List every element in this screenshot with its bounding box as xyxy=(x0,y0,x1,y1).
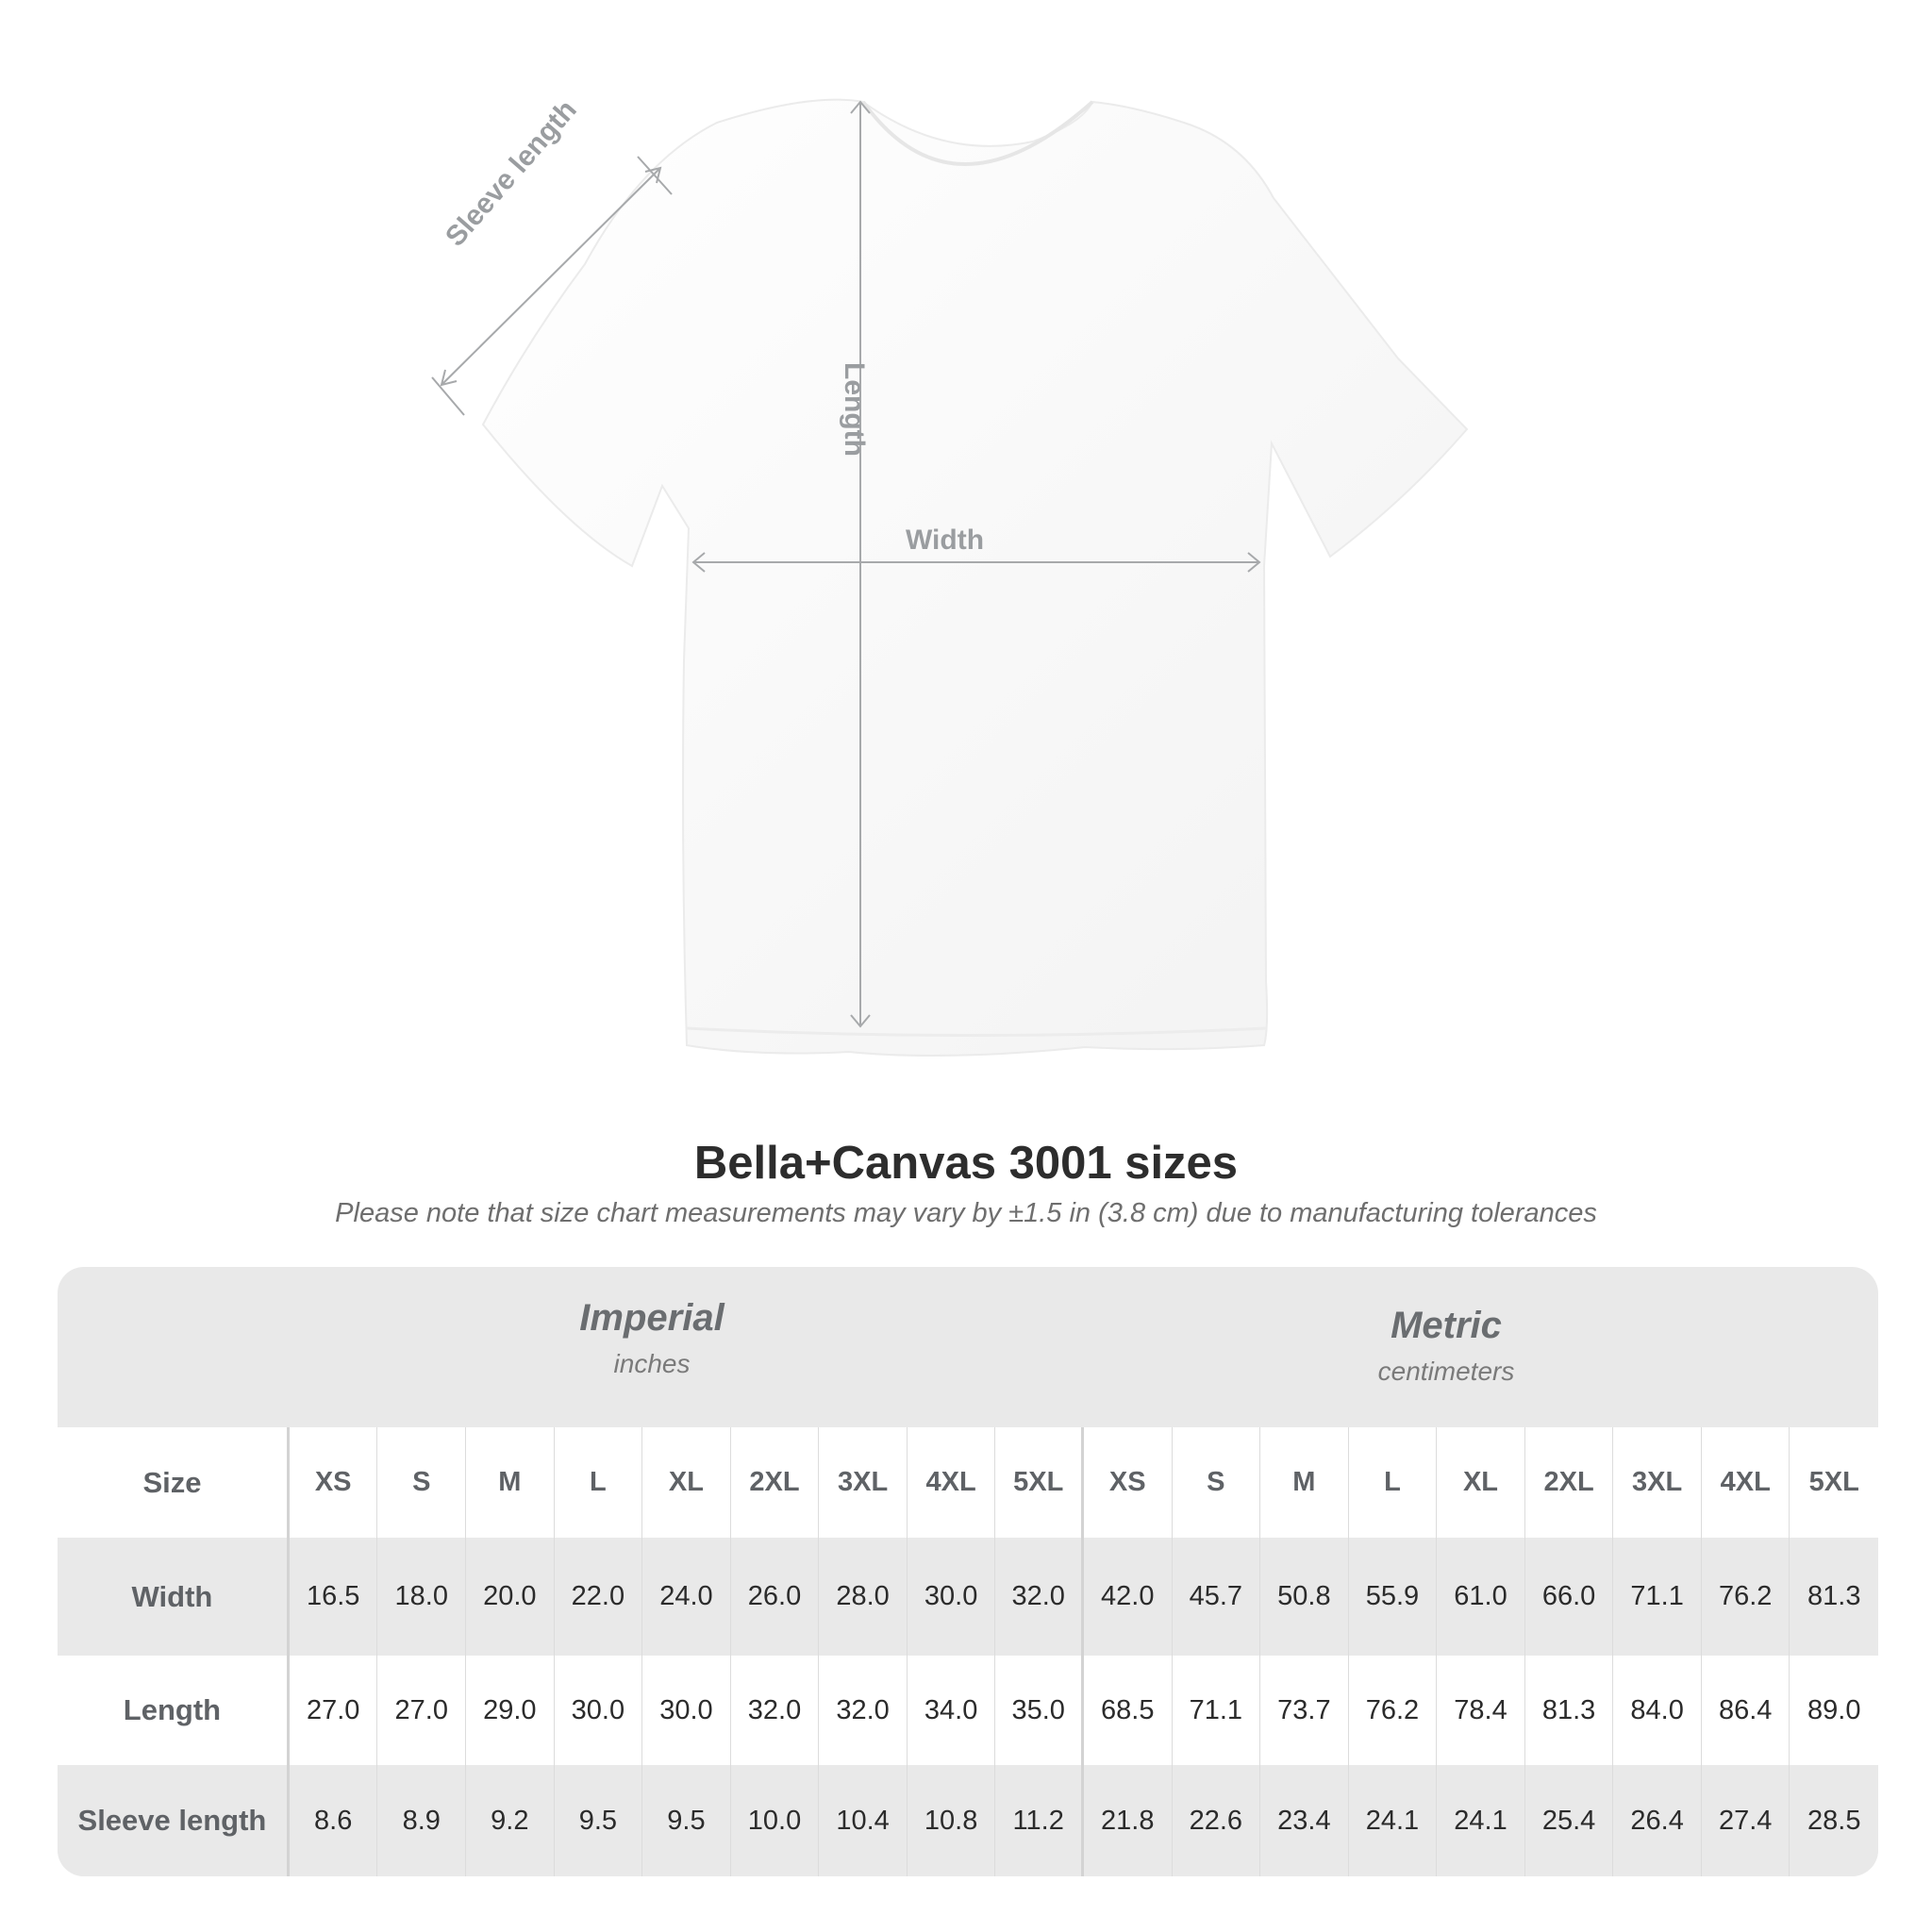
size-cell: S xyxy=(377,1427,466,1538)
table-cell: 34.0 xyxy=(908,1656,996,1765)
metric-header xyxy=(1088,1305,1805,1387)
table-cell: 30.0 xyxy=(642,1656,731,1765)
table-cell: 32.0 xyxy=(731,1656,820,1765)
table-cell: 28.0 xyxy=(819,1538,908,1656)
table-cell: 23.4 xyxy=(1260,1765,1349,1876)
table-cell: 32.0 xyxy=(819,1656,908,1765)
table-cell: 18.0 xyxy=(377,1538,466,1656)
size-cell: XL xyxy=(1437,1427,1525,1538)
table-cell: 71.1 xyxy=(1173,1656,1261,1765)
tshirt-body xyxy=(483,100,1467,1056)
size-cell: 5XL xyxy=(995,1427,1084,1538)
sleeve-length-label: Sleeve length xyxy=(440,94,583,253)
table-cell: 32.0 xyxy=(995,1538,1084,1656)
table-cell: 22.0 xyxy=(555,1538,643,1656)
table-cell: 89.0 xyxy=(1807,1694,1861,1725)
size-cell: 4XL xyxy=(908,1427,996,1538)
imperial-title: Imperial xyxy=(579,1297,724,1339)
table-cell: 50.8 xyxy=(1260,1538,1349,1656)
size-cell: 2XL xyxy=(1525,1427,1614,1538)
table-cell: 9.5 xyxy=(555,1765,643,1876)
size-cell: XL xyxy=(642,1427,731,1538)
table-cell: 73.7 xyxy=(1260,1656,1349,1765)
table-cell: 20.0 xyxy=(466,1538,555,1656)
table-cell: 22.6 xyxy=(1173,1765,1261,1876)
tolerance-note: Please note that size chart measurements may vary by ±1.5 in (3.8 cm) due to manufacturing tolerances xyxy=(335,1198,1597,1228)
table-cell: 8.9 xyxy=(377,1765,466,1876)
table-cell: 24.0 xyxy=(642,1538,731,1656)
size-cell: 3XL xyxy=(819,1427,908,1538)
row-label: Length xyxy=(58,1656,290,1765)
table-cell: 10.4 xyxy=(819,1765,908,1876)
row-label: Size xyxy=(58,1427,290,1538)
table-cell: 24.1 xyxy=(1437,1765,1525,1876)
imperial-header xyxy=(293,1297,1010,1379)
table-cell: 42.0 xyxy=(1084,1538,1173,1656)
table-cell: 11.2 xyxy=(995,1765,1084,1876)
table-cell: 9.2 xyxy=(466,1765,555,1876)
table-cell: 84.0 xyxy=(1613,1656,1702,1765)
metric-unit: centimeters xyxy=(1377,1357,1515,1386)
table-row-length xyxy=(58,1656,1878,1765)
size-cell: L xyxy=(555,1427,643,1538)
table-cell: 78.4 xyxy=(1437,1656,1525,1765)
table-cell: 29.0 xyxy=(466,1656,555,1765)
size-cell: 2XL xyxy=(731,1427,820,1538)
table-cell: 76.2 xyxy=(1349,1656,1438,1765)
table-cell: 61.0 xyxy=(1437,1538,1525,1656)
table-cell: 68.5 xyxy=(1084,1656,1173,1765)
size-cell: S xyxy=(1173,1427,1261,1538)
table-cell: 27.0 xyxy=(290,1656,378,1765)
table-row-sleeve-length xyxy=(58,1765,1878,1876)
table-cell: 30.0 xyxy=(555,1656,643,1765)
table-cell: 71.1 xyxy=(1613,1538,1702,1656)
size-cell: XS xyxy=(290,1427,378,1538)
table-row-width xyxy=(58,1538,1878,1656)
table-cell: 28.5 xyxy=(1807,1805,1861,1836)
width-label: Width xyxy=(906,525,985,556)
table-cell: 66.0 xyxy=(1525,1538,1614,1656)
table-cell: 27.0 xyxy=(377,1656,466,1765)
metric-title: Metric xyxy=(1391,1305,1502,1346)
size-cell: 3XL xyxy=(1613,1427,1702,1538)
size-cell: M xyxy=(1260,1427,1349,1538)
table-cell: 35.0 xyxy=(995,1656,1084,1765)
table-cell: 55.9 xyxy=(1349,1538,1438,1656)
table-cell: 30.0 xyxy=(908,1538,996,1656)
size-header-row xyxy=(58,1427,1878,1538)
table-cell: 9.5 xyxy=(642,1765,731,1876)
table-cell: 26.0 xyxy=(731,1538,820,1656)
imperial-unit: inches xyxy=(613,1349,691,1378)
table-cell: 10.0 xyxy=(731,1765,820,1876)
table-cell: 21.8 xyxy=(1084,1765,1173,1876)
size-cell: XS xyxy=(1084,1427,1173,1538)
table-cell: 45.7 xyxy=(1173,1538,1261,1656)
size-cell: 4XL xyxy=(1702,1427,1790,1538)
length-label: Length xyxy=(839,362,870,457)
table-cell: 24.1 xyxy=(1349,1765,1438,1876)
table-cell: 81.3 xyxy=(1807,1581,1861,1611)
size-cell: 5XL xyxy=(1808,1467,1859,1497)
size-chart-title: Bella+Canvas 3001 sizes xyxy=(693,1138,1239,1189)
table-cell: 16.5 xyxy=(290,1538,378,1656)
table-cell: 25.4 xyxy=(1525,1765,1614,1876)
table-cell: 10.8 xyxy=(908,1765,996,1876)
table-cell: 8.6 xyxy=(290,1765,378,1876)
size-cell: M xyxy=(466,1427,555,1538)
row-label: Sleeve length xyxy=(58,1765,290,1876)
table-cell: 76.2 xyxy=(1702,1538,1790,1656)
table-cell: 81.3 xyxy=(1525,1656,1614,1765)
table-cell: 27.4 xyxy=(1702,1765,1790,1876)
table-cell: 86.4 xyxy=(1702,1656,1790,1765)
table-cell: 26.4 xyxy=(1613,1765,1702,1876)
row-label: Width xyxy=(58,1538,290,1656)
size-cell: L xyxy=(1349,1427,1438,1538)
size-table xyxy=(58,1267,1878,1876)
